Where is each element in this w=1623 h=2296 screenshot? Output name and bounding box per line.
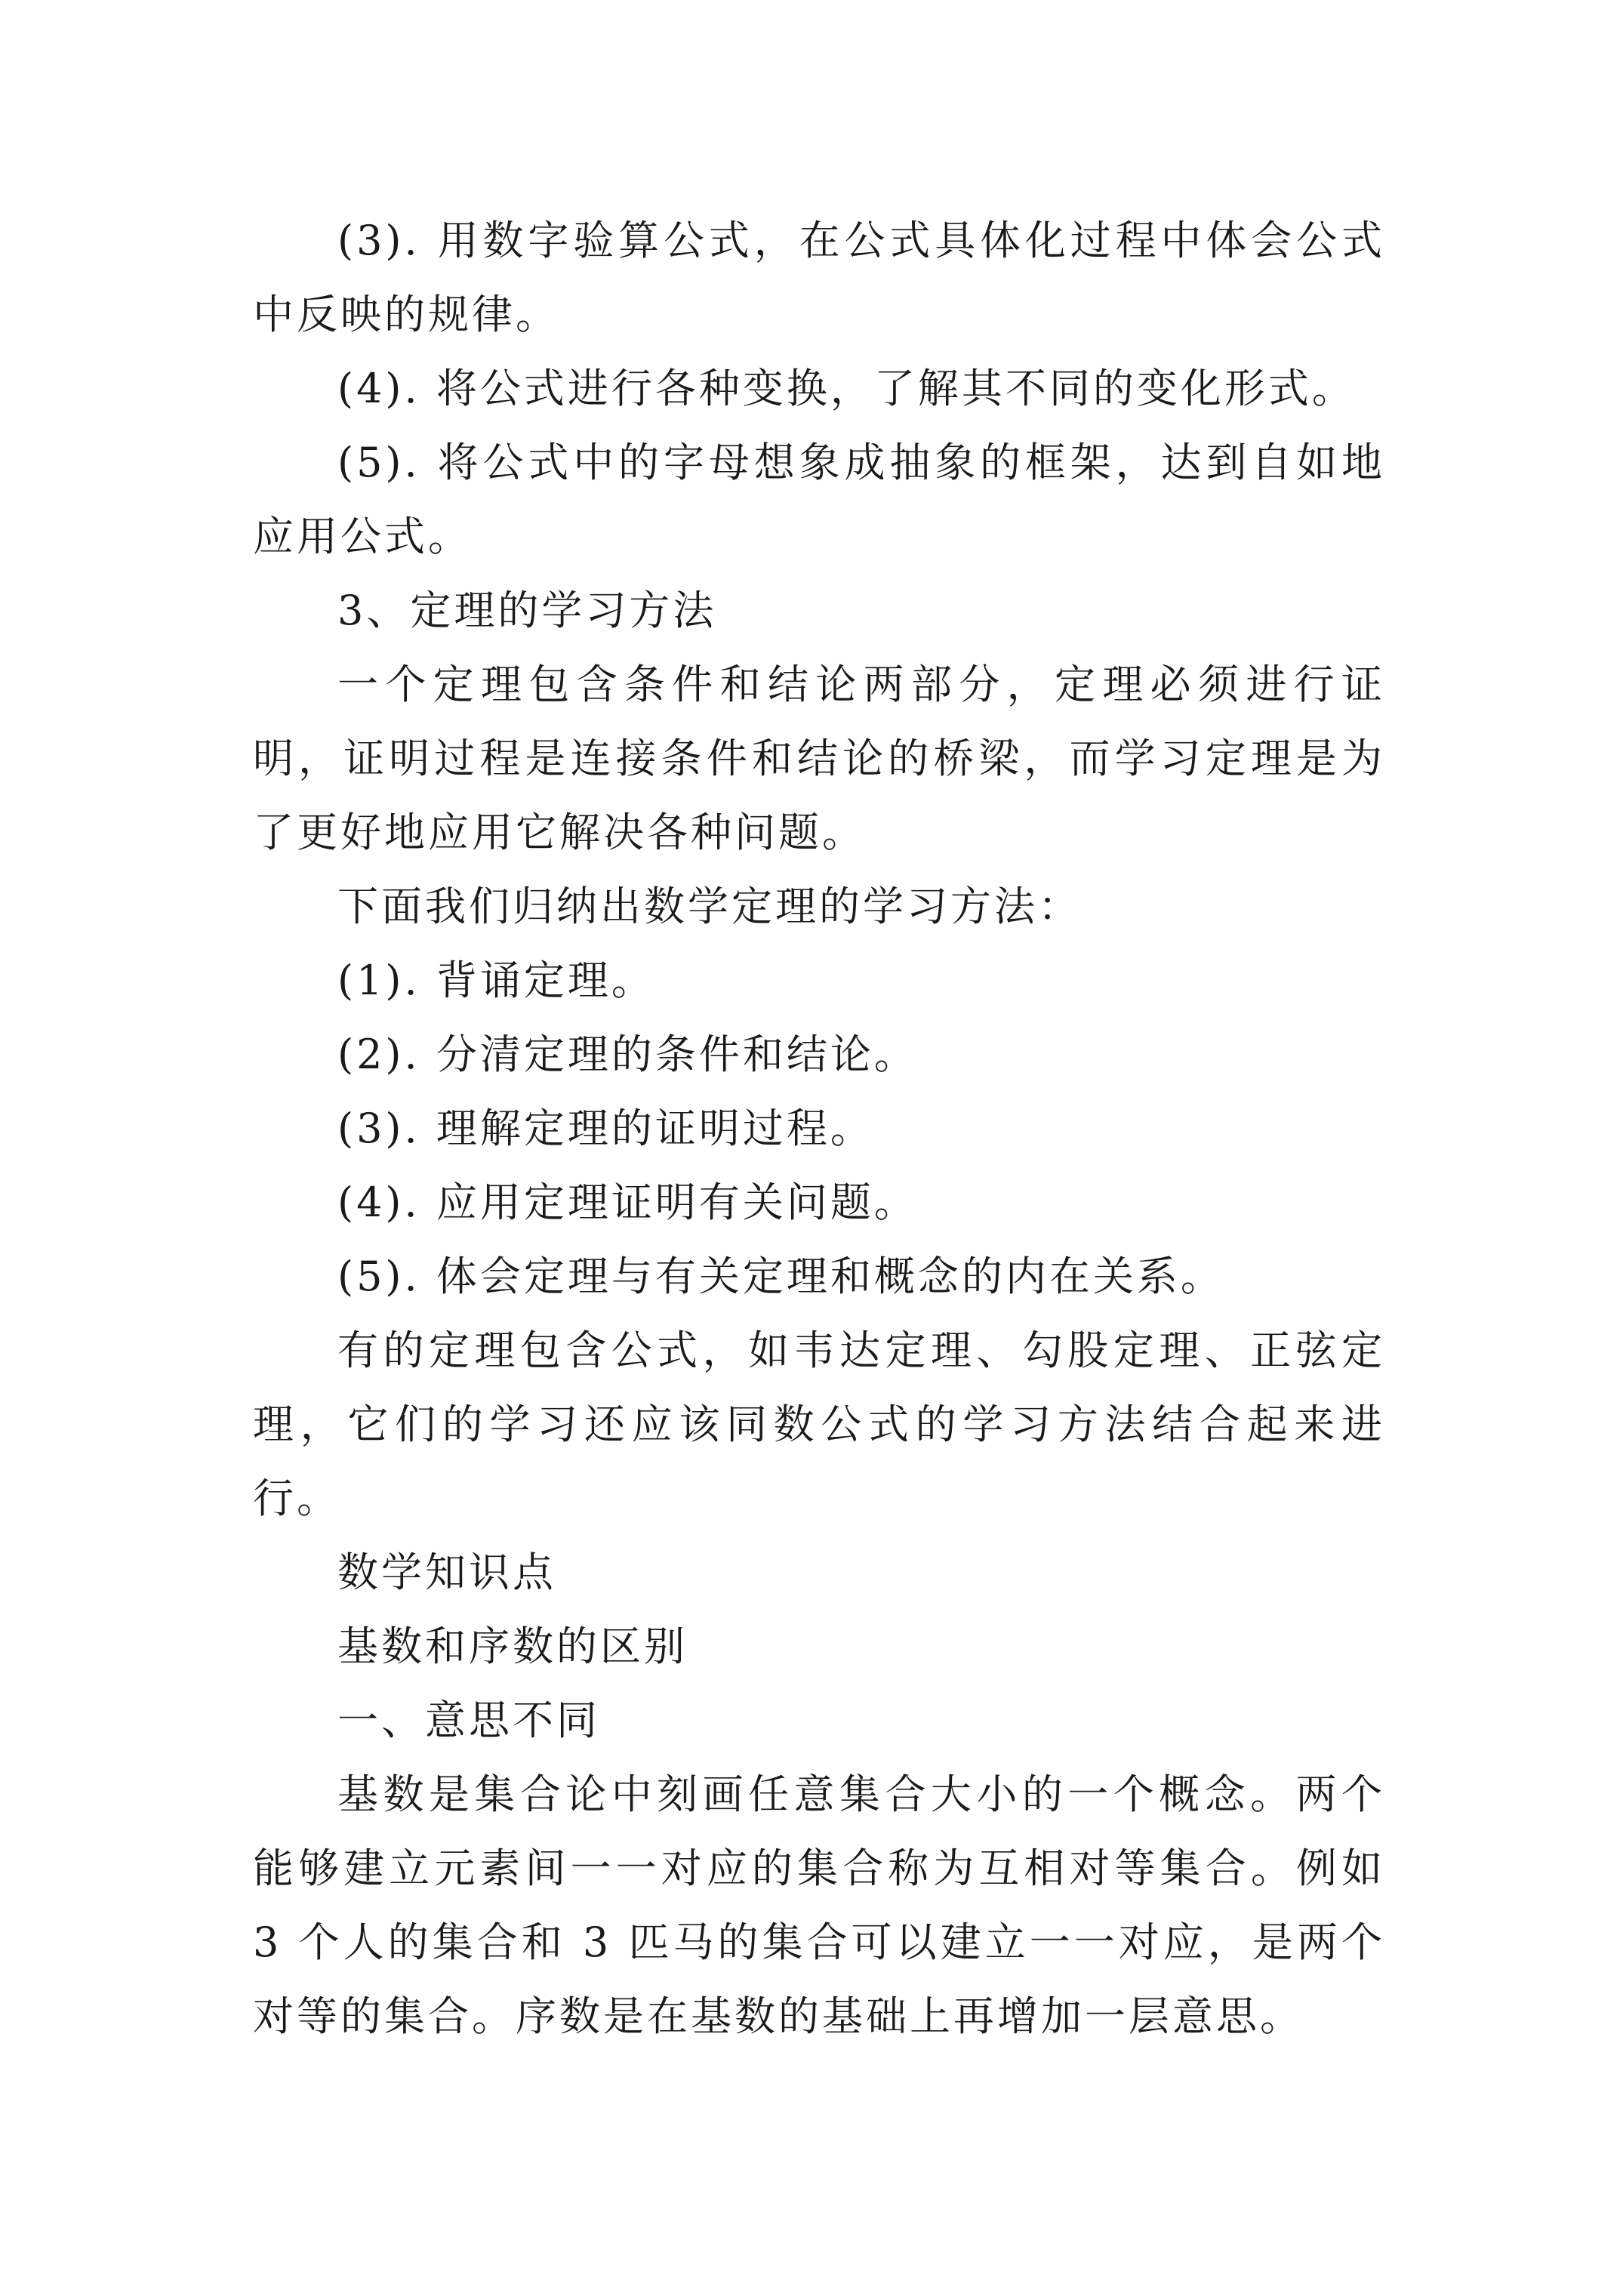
section-heading: 3、定理的学习方法 — [337, 587, 717, 634]
list-item: (5). 体会定理与有关定理和概念的内在关系。 — [337, 1253, 1224, 1300]
list-item: (2). 分清定理的条件和结论。 — [337, 1031, 918, 1078]
subsection-heading: 一、意思不同 — [337, 1697, 600, 1744]
paragraph: 有的定理包含公式，如韦达定理、勾股定理、正弦定理，它们的学习还应该同数公式的学习方法结合起来进行。 — [253, 1327, 1385, 1522]
paragraph: (4). 将公式进行各种变换，了解其不同的变化形式。 — [337, 365, 1356, 412]
paragraph: 下面我们归纳出数学定理的学习方法： — [337, 883, 1082, 930]
list-item: (4). 应用定理证明有关问题。 — [337, 1179, 918, 1226]
list-item: (3). 理解定理的证明过程。 — [337, 1105, 874, 1152]
section-heading: 数学知识点 — [337, 1549, 556, 1596]
paragraph: 一个定理包含条件和结论两部分，定理必须进行证明，证明过程是连接条件和结论的桥梁，而学习定理是为了更好地应用它解决各种问题。 — [253, 661, 1385, 856]
list-item: (1). 背诵定理。 — [337, 957, 655, 1004]
paragraph: (3). 用数字验算公式，在公式具体化过程中体会公式中反映的规律。 — [253, 217, 1385, 338]
paragraph: 基数是集合论中刻画任意集合大小的一个概念。两个能够建立元素间一一对应的集合称为互相对等集合。例如 3 个人的集合和 3 匹马的集合可以建立一一对应，是两个对等的集合。序数是在基数的基础上再增加一层意思。 — [253, 1771, 1385, 2040]
document-body — [253, 204, 1385, 2054]
section-heading: 基数和序数的区别 — [337, 1623, 688, 1670]
paragraph: (5). 将公式中的字母想象成抽象的框架，达到自如地应用公式。 — [253, 439, 1385, 560]
